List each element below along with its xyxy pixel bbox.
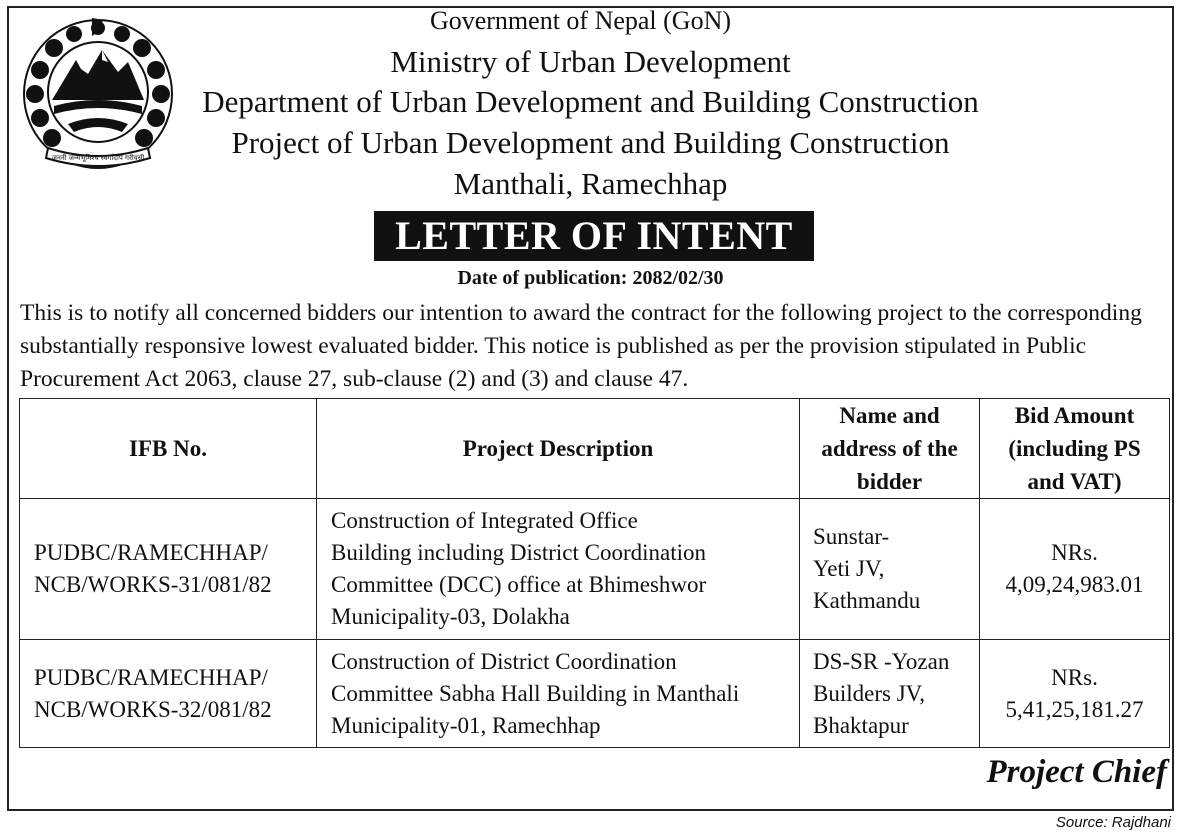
bid-amount: NRs. 4,09,24,983.01 (980, 499, 1170, 640)
ifb-number: PUDBC/RAMECHHAP/ NCB/WORKS-32/081/82 (20, 640, 317, 748)
project-description: Construction of District Coordination Committee Sabha Hall Building in Manthali Municipality-01, Ramechhap (317, 640, 800, 748)
letter-of-intent-title: LETTER OF INTENT (374, 211, 814, 261)
notice-body (20, 297, 1166, 396)
date-value: 2082/02/30 (632, 267, 724, 289)
header-ifb: IFB No. (20, 399, 317, 499)
contract-award-table (19, 398, 1170, 748)
table-row (20, 499, 1170, 640)
body-line: Procurement Act 2063, clause 27, sub-clause (2) and (3) and clause 47. (20, 366, 689, 392)
header-description: Project Description (317, 399, 800, 499)
signatory-title: Project Chief (986, 754, 1167, 790)
emblem-motto: जननी जन्मभूमिश्च स्वर्गादपि गरीयसी (51, 154, 145, 162)
bid-amount: NRs. 5,41,25,181.27 (980, 640, 1170, 748)
project-description: Construction of Integrated Office Building including District Coordination Committee (DCC) office at Bhimeshwor Municipality-03, Dolakha (317, 499, 800, 640)
source-credit: Source: Rajdhani (1055, 814, 1171, 831)
header-amount: Bid Amount (including PS and VAT) (980, 399, 1170, 499)
department-heading: Department of Urban Development and Building Construction (202, 84, 979, 119)
location-heading: Manthali, Ramechhap (453, 166, 728, 201)
table-row (20, 640, 1170, 748)
ifb-number: PUDBC/RAMECHHAP/ NCB/WORKS-31/081/82 (20, 499, 317, 640)
body-line: substantially responsive lowest evaluated bidder. This notice is published as per the provision stipulated in Public (20, 333, 1087, 359)
bidder-name-address: DS-SR -Yozan Builders JV, Bhaktapur (800, 640, 980, 748)
project-heading: Project of Urban Development and Building Construction (231, 125, 950, 160)
table-header-row (20, 399, 1170, 499)
ministry-heading: Ministry of Urban Development (390, 44, 791, 79)
publication-date (0, 267, 1181, 290)
bidder-name-address: Sunstar- Yeti JV, Kathmandu (800, 499, 980, 640)
header-bidder: Name and address of the bidder (800, 399, 980, 499)
body-line: This is to notify all concerned bidders our intention to award the contract for the following project to the corresponding (20, 300, 1142, 326)
date-label: Date of publication: (457, 267, 628, 289)
government-heading: Government of Nepal (GoN) (429, 6, 732, 35)
